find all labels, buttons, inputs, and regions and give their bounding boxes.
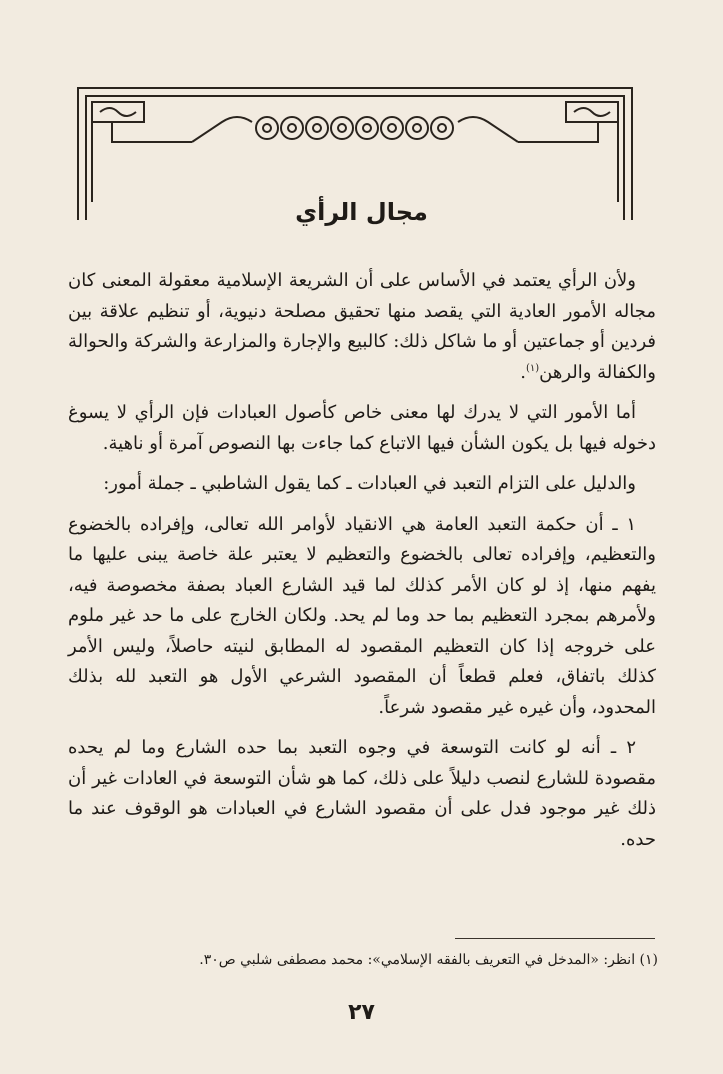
paragraph: أما الأمور التي لا يدرك لها معنى خاص كأصول العبادات فإن الرأي لا يسوغ دخوله فيها بل يكون الشأن فيها الاتباع كما جاءت بها النصوص آمرة أو ناهية.: [68, 402, 656, 454]
paragraph: ١ ـ أن حكمة التعبد العامة هي الانقياد لأوامر الله تعالى، وإفراده بالخضوع والتعظيم، وإفراده تعالى بالخضوع والتعظيم لا يعتبر علة خاصة يبنى عليها ما يفهم منها، إذ لو كان الأمر كذلك لما قيد الشارع العباد بصفة مخصوصة فيه، ولأمرهم بمجرد التعظيم بما حد وما لم يحد. ولكان الخارج على ما حد غير ملوم على خروجه إذا كان التعظيم المقصود له المطابق لنيته حاصلاً، وليس الأمر كذلك باتفاق، فعلم قطعاً أن المقصود الشرعي الأول هو التعبد لله بذلك المحدود، وأن غيره غير مقصود شرعاً.: [68, 513, 656, 718]
paragraph-tail: .: [520, 361, 526, 383]
footnote: (١) انظر: «المدخل في التعريف بالفقه الإسلامي»: محمد مصطفى شلبي ص٣٠.: [199, 952, 658, 968]
footnote-marker: (١): [525, 362, 540, 374]
footnote-divider: [455, 938, 655, 939]
paragraph: ٢ ـ أنه لو كانت التوسعة في وجوه التعبد بما حده الشارع وما لم يحده مقصودة للشارع لنصب دليلاً على ذلك، كما هو شأن التوسعة في العادات غير أن ذلك غير موجود فدل على أن مقصود الشارع في العبادات هو الوقوف عند ما حده.: [68, 737, 656, 850]
page-number: ٢٧: [348, 1000, 375, 1025]
body-text: [68, 266, 656, 855]
paragraph: والدليل على التزام التعبد في العبادات ـ كما يقول الشاطبي ـ جملة أمور:: [103, 473, 636, 494]
paragraph: [68, 266, 656, 388]
chapter-title: مجال الرأي: [295, 198, 428, 226]
paragraph-text: ولأن الرأي يعتمد في الأساس على أن الشريعة الإسلامية معقولة المعنى كان مجاله الأمور العادية التي يقصد منها تحقيق مصلحة دنيوية، أو تنظيم علاقة بين فردين أو جماعتين أو ما شاكل ذلك: كالبيع والإجارة والمزارعة والشركة والحوالة والكفالة والرهن: [68, 270, 656, 383]
